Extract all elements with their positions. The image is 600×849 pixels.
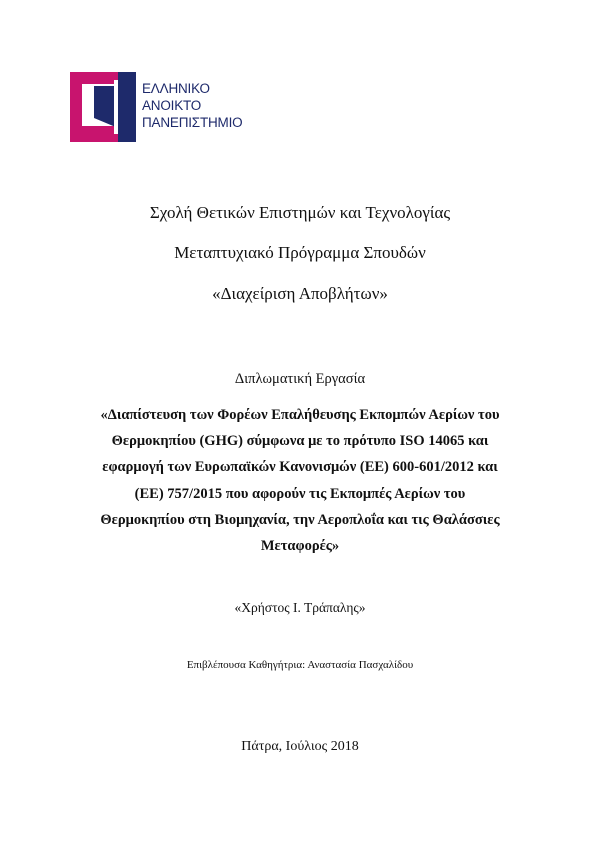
university-name xyxy=(142,80,242,131)
supervisor: Επιβλέπουσα Καθηγήτρια: Αναστασία Πασχαλίδου xyxy=(186,659,414,671)
university-name-line: ΑΝΟΙΚΤΟ xyxy=(142,98,202,113)
thesis-title-line: Θερμοκηπίου (GHG) σύμφωνα με το πρότυπο ISO 14065 και xyxy=(111,433,489,450)
program-name: Μεταπτυχιακό Πρόγραμμα Σπουδών xyxy=(174,243,426,262)
thesis-title-line: Θερμοκηπίου στη Βιομηχανία, την Αεροπλοΐα και τις Θαλάσσιες xyxy=(100,511,500,528)
university-logo-mark xyxy=(70,72,136,142)
author-name: «Χρήστος Ι. Τράπαλης» xyxy=(234,600,366,615)
place-date: Πάτρα, Ιούλιος 2018 xyxy=(241,739,359,754)
thesis-title-line: Μεταφορές» xyxy=(260,538,340,555)
university-name-line: ΕΛΛΗΝΙΚΟ xyxy=(142,81,210,96)
university-name-line: ΠΑΝΕΠΙΣΤΗΜΙΟ xyxy=(142,115,243,130)
specialization-name: «Διαχείριση Αποβλήτων» xyxy=(212,284,388,303)
thesis-title xyxy=(60,402,540,559)
thesis-title-line: εφαρμογή των Ευρωπαϊκών Κανονισμών (ΕΕ) 600-601/2012 και xyxy=(102,459,498,476)
thesis-type: Διπλωματική Εργασία xyxy=(234,371,366,387)
school-name: Σχολή Θετικών Επιστημών και Τεχνολογίας xyxy=(149,203,451,222)
thesis-title-line: (ΕΕ) 757/2015 που αφορούν τις Εκπομπές Αερίων του xyxy=(134,485,466,502)
thesis-title-line: «Διαπίστευση των Φορέων Επαλήθευσης Εκπομπών Αερίων του xyxy=(100,407,500,423)
university-logo xyxy=(70,72,270,144)
